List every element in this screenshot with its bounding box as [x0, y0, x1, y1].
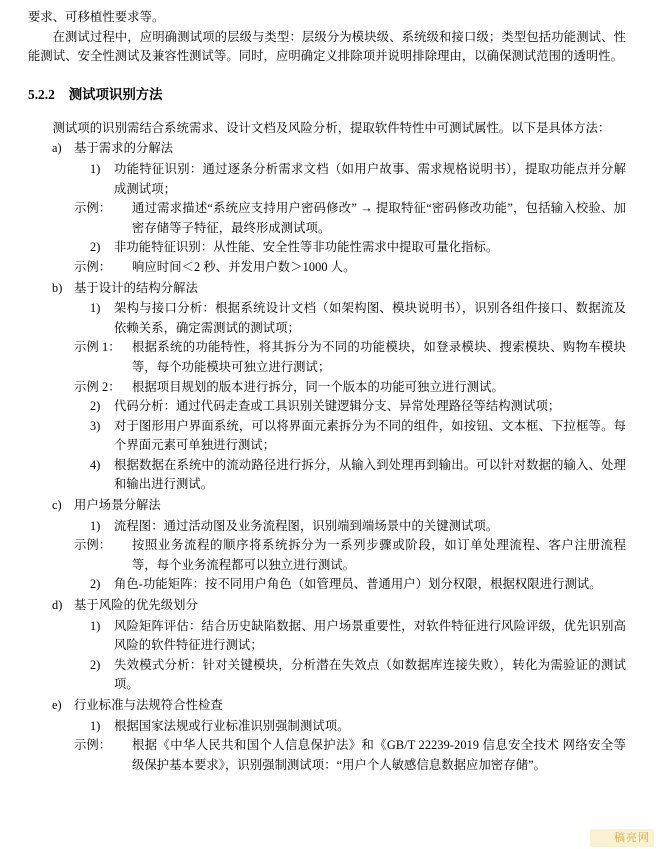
list-item-b — [28, 279, 626, 299]
example-marker: 示例： — [74, 738, 112, 753]
list-marker: 2) — [90, 657, 101, 672]
list-item-text: 失效模式分析：针对关键模块，分析潜在失效点（如数据库连接失败），转化为需验证的测试项。 — [114, 657, 626, 692]
list-item-title: 基于风险的优先级划分 — [74, 598, 198, 613]
paragraph-continued: 要求、可移植性要求等。 — [28, 10, 165, 24]
example-text: 根据项目规划的版本进行拆分，同一个版本的功能可独立进行测试。 — [132, 379, 504, 394]
list-item-text: 代码分析：通过代码走查或工具识别关键逻辑分支、异常处理路径等结构测试项； — [114, 399, 561, 414]
list-section-a — [28, 139, 626, 277]
sub-list-e — [28, 717, 626, 776]
sub-list-c — [28, 517, 626, 595]
list-item-text: 根据国家法规或行业标准识别强制测试项。 — [114, 718, 350, 733]
example-marker: 示例： — [74, 201, 112, 216]
list-item-text: 非功能特征识别：从性能、安全性等非功能性需求中提取可量化指标。 — [114, 240, 499, 255]
example-item — [74, 736, 626, 775]
list-marker: 2) — [90, 399, 101, 414]
list-item — [74, 456, 626, 495]
list-item-text: 对于图形用户界面系统，可以将界面元素拆分为不同的组件，如按钮、文本框、下拉框等。每个界面元素可单独进行测试； — [114, 418, 626, 453]
example-item — [74, 338, 626, 377]
list-marker: 1) — [90, 618, 101, 633]
list-marker: e) — [52, 698, 62, 712]
list-item-text: 根据数据在系统中的流动路径进行拆分，从输入到处理再到输出。可以针对数据的输入、处理和输出进行测试。 — [114, 457, 626, 492]
list-item — [74, 575, 626, 595]
list-item-text: 流程图：通过活动图及业务流程图，识别端到端场景中的关键测试项。 — [114, 518, 499, 533]
list-marker: 2) — [90, 577, 101, 592]
list-marker: 1) — [90, 161, 101, 176]
example-text: 根据系统的功能特性，将其拆分为不同的功能模块，如登录模块、搜索模块、购物车模块等，每个功能模块可独立进行测试； — [132, 340, 626, 374]
section-number: 5.2.2 — [28, 86, 55, 102]
example-marker: 示例： — [74, 538, 112, 553]
example-marker: 示例： — [74, 259, 112, 274]
list-item-title: 行业标准与法规符合性检查 — [74, 698, 223, 712]
list-marker: 2) — [90, 240, 101, 255]
watermark-text: 稿亮网 — [614, 832, 650, 844]
list-item-title: 用户场景分解法 — [74, 498, 161, 513]
sub-list-d — [28, 617, 626, 695]
list-item-text: 功能特征识别：通过逐条分析需求文档（如用户故事、需求规格说明书），提取功能点并分解成测试项； — [114, 161, 626, 196]
example-text: 按照业务流程的顺序将系统拆分为一系列步骤或阶段，如订单处理流程、客户注册流程等，每个业务流程都可以独立进行测试。 — [132, 538, 626, 572]
section-heading — [28, 85, 626, 105]
list-marker: b) — [52, 280, 63, 295]
list-item-c — [28, 496, 626, 516]
list-marker: 4) — [90, 457, 101, 472]
list-item-text: 角色-功能矩阵：按不同用户角色（如管理员、普通用户）划分权限，根据权限进行测试。 — [114, 577, 602, 592]
example-item — [74, 258, 626, 278]
sub-list-a — [28, 160, 626, 278]
paragraph-test-process: 在测试过程中，应明确测试项的层级与类型：层级分为模块级、系统级和接口级；类型包括功能测试、性能测试、安全性测试及兼容性测试等。同时，应明确定义排除项并说明排除理由，以确保测试范围的透明性。 — [28, 29, 626, 64]
example-item — [74, 199, 626, 238]
list-item — [74, 160, 626, 199]
list-item-title: 基于需求的分解法 — [74, 141, 174, 156]
list-item — [74, 656, 626, 695]
list-item-d — [28, 596, 626, 616]
list-item-text: 风险矩阵评估：结合历史缺陷数据、用户场景重要性，对软件特征进行风险评级，优先识别高风险的软件特征进行测试； — [114, 618, 626, 653]
example-marker: 示例 2： — [74, 379, 121, 394]
list-item — [74, 617, 626, 656]
list-marker: c) — [52, 498, 62, 513]
list-item — [74, 417, 626, 456]
list-section-b — [28, 279, 626, 496]
example-item — [74, 536, 626, 575]
list-item-title: 基于设计的结构分解法 — [74, 280, 198, 295]
section-intro: 测试项的识别需结合系统需求、设计文档及风险分析，提取软件特性中可测试属性。以下是具体方法： — [52, 120, 611, 135]
list-item — [74, 517, 626, 537]
list-item — [74, 238, 626, 258]
example-text: 响应时间＜2 秒、并发用户数＞1000 人。 — [132, 259, 356, 274]
list-marker: 3) — [90, 418, 101, 433]
list-item — [74, 397, 626, 417]
list-marker: a) — [52, 141, 62, 156]
list-item-a — [28, 139, 626, 159]
list-item — [74, 299, 626, 338]
example-marker: 示例 1： — [74, 340, 121, 355]
example-item — [74, 378, 626, 398]
list-marker: 1) — [90, 301, 101, 316]
list-item-e — [28, 696, 626, 716]
list-marker: 1) — [90, 518, 101, 533]
list-marker: 1) — [90, 718, 101, 733]
list-section-c — [28, 496, 626, 595]
list-item — [74, 717, 626, 737]
list-marker: d) — [52, 598, 63, 613]
example-text: 根据《中华人民共和国个人信息保护法》和《GB/T 22239-2019 信息安全技术 网络安全等级保护基本要求》，识别强制测试项：“用户个人敏感信息数据应加密存储”。 — [132, 738, 626, 772]
sub-list-b — [28, 299, 626, 495]
section-title: 测试项识别方法 — [68, 86, 163, 102]
list-item-text: 架构与接口分析：根据系统设计文档（如架构图、模块说明书），识别各组件接口、数据流及依赖关系，确定需测试的测试项； — [114, 301, 626, 335]
example-text: 通过需求描述“系统应支持用户密码修改” → 提取特征“密码修改功能”，包括输入校验、加密存储等子特征，最终形成测试项。 — [132, 201, 626, 235]
list-section-d — [28, 596, 626, 695]
list-section-e — [28, 696, 626, 775]
